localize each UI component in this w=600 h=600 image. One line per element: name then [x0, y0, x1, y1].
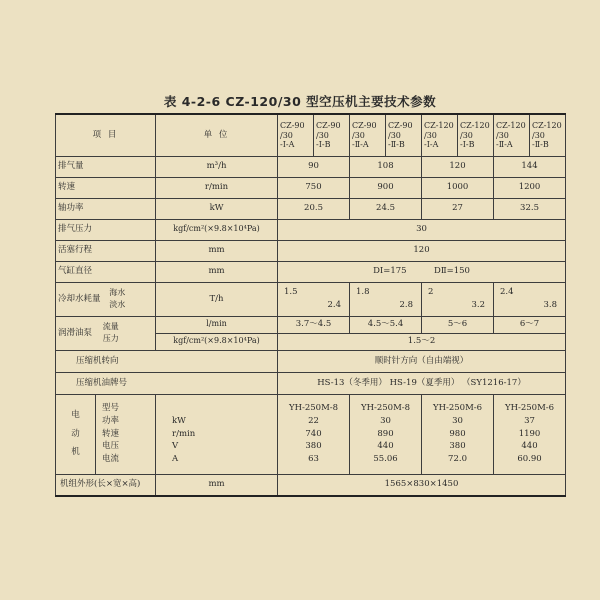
cooling-fresh-2: 2.8	[399, 300, 414, 310]
cell-displacement-3: 120	[422, 156, 494, 177]
cell-lube-pressure: 1.5～2	[278, 333, 566, 350]
cell-displacement-2: 108	[350, 156, 422, 177]
cell-displacement-4: 144	[494, 156, 566, 177]
motor-label-cell	[56, 394, 96, 474]
header-model-1: CZ-90 /30 -Ⅰ-A	[278, 114, 314, 156]
row-unit-speed: r/min	[156, 177, 278, 198]
cooling-sea-3: 2	[428, 287, 434, 298]
row-unit-lube-pressure: kgf/cm²(×9.8×10⁴Pa)	[156, 333, 278, 350]
row-unit-piston-stroke: mm	[156, 240, 278, 261]
row-unit-cylinder-diameter: mm	[156, 261, 278, 282]
motor-model-1: YH-250M-8	[288, 403, 339, 414]
table-row	[56, 219, 566, 240]
header-item: 项 目	[56, 114, 156, 156]
motor-sub-power: 功率	[102, 415, 120, 426]
motor-current-3: 72.0	[448, 454, 467, 465]
motor-sub-current: 电流	[102, 454, 120, 465]
motor-power-4: 37	[524, 415, 535, 426]
cooling-fresh-1: 2.4	[327, 300, 342, 310]
table-row	[56, 474, 566, 496]
cell-speed-4: 1200	[494, 177, 566, 198]
table-row	[56, 372, 566, 394]
row-unit-dimensions: mm	[156, 474, 278, 496]
motor-sub-speed: 转速	[102, 428, 120, 439]
cell-cooling-water-2	[350, 282, 422, 316]
table-row	[56, 177, 566, 198]
header-model-7: CZ-120 /30 -Ⅱ-A	[494, 114, 530, 156]
motor-model-2: YH-250M-8	[360, 403, 411, 414]
motor-speed-2: 890	[377, 428, 394, 439]
motor-unit-model	[172, 402, 275, 415]
cell-lube-flow-1: 3.7～4.5	[278, 316, 350, 333]
cell-rotation: 顺时针方向（自由端视）	[278, 350, 566, 372]
motor-speed-3: 980	[449, 428, 466, 439]
motor-model-4: YH-250M-6	[504, 403, 555, 414]
row-unit-displacement: m³/h	[156, 156, 278, 177]
spec-table	[55, 113, 566, 497]
cooling-sea-1: 1.5	[284, 287, 298, 298]
motor-unit-current: A	[172, 454, 179, 465]
cylinder-diameter-stage-2: DⅡ=150	[434, 266, 470, 277]
table-row	[56, 240, 566, 261]
motor-voltage-3: 380	[449, 441, 466, 452]
row-unit-shaft-power: kW	[156, 198, 278, 219]
cell-shaft-power-3: 27	[422, 198, 494, 219]
motor-current-1: 63	[308, 454, 319, 465]
row-label-speed: 转速	[56, 177, 156, 198]
cell-lube-flow-3: 5～6	[422, 316, 494, 333]
row-label-dimensions: 机组外形(长×宽×高)	[56, 474, 156, 496]
motor-sub-cell	[96, 394, 156, 474]
motor-label-1: 电	[71, 409, 80, 420]
motor-unit-voltage: V	[172, 441, 179, 452]
cooling-sub-sea: 海水	[109, 288, 126, 298]
cooling-fresh-3: 3.2	[471, 300, 486, 310]
row-unit-cooling-water: T/h	[156, 282, 278, 316]
row-label-displacement: 排气量	[56, 156, 156, 177]
table-row	[56, 156, 566, 177]
row-label-piston-stroke: 活塞行程	[56, 240, 156, 261]
cell-speed-1: 750	[278, 177, 350, 198]
table-title: 表 4-2-6 CZ-120/30 型空压机主要技术参数	[163, 94, 437, 109]
motor-unit-speed: r/min	[172, 428, 196, 439]
cell-motor-3	[422, 394, 494, 474]
cell-motor-1	[278, 394, 350, 474]
motor-unit-power: kW	[172, 415, 186, 426]
row-label-lube-pump: 润滑油泵	[58, 328, 93, 339]
motor-speed-1: 740	[305, 428, 322, 439]
lube-sub-flow: 流量	[102, 322, 119, 332]
row-label-discharge-pressure: 排气压力	[56, 219, 156, 240]
cell-piston-stroke: 120	[278, 240, 566, 261]
header-model-2: CZ-90 /30 -Ⅰ-B	[314, 114, 350, 156]
table-row	[56, 261, 566, 282]
cell-discharge-pressure: 30	[278, 219, 566, 240]
row-label-cylinder-diameter: 气缸直径	[56, 261, 156, 282]
table-row	[56, 282, 566, 316]
row-label-oil-grade: 压缩机油牌号	[56, 372, 278, 394]
header-model-6: CZ-120 /30 -Ⅰ-B	[458, 114, 494, 156]
cell-speed-3: 1000	[422, 177, 494, 198]
row-label-rotation: 压缩机转向	[56, 350, 278, 372]
row-label-shaft-power: 轴功率	[56, 198, 156, 219]
cell-displacement-1: 90	[278, 156, 350, 177]
header-row	[56, 114, 566, 156]
lube-sub-pressure: 压力	[102, 334, 119, 343]
motor-current-4: 60.90	[517, 454, 542, 465]
cell-shaft-power-1: 20.5	[278, 198, 350, 219]
cooling-fresh-4: 3.8	[543, 300, 558, 310]
row-unit-lube-flow: l/min	[156, 316, 278, 333]
cell-motor-4	[494, 394, 566, 474]
header-model-8: CZ-120 /30 -Ⅱ-B	[530, 114, 566, 156]
cooling-sub-fresh: 淡水	[109, 300, 126, 309]
motor-voltage-4: 440	[521, 441, 538, 452]
cell-motor-2	[350, 394, 422, 474]
motor-speed-4: 1190	[518, 428, 541, 439]
motor-voltage-2: 440	[377, 441, 394, 452]
cell-cooling-water-1	[278, 282, 350, 316]
cell-cooling-water-3	[422, 282, 494, 316]
cylinder-diameter-stage-1: DⅠ=175	[373, 266, 407, 277]
cooling-sea-2: 1.8	[356, 287, 370, 298]
cooling-water-cell	[56, 282, 156, 316]
cell-lube-flow-4: 6～7	[494, 316, 566, 333]
cell-shaft-power-4: 32.5	[494, 198, 566, 219]
table-row	[56, 316, 566, 333]
motor-model-3: YH-250M-6	[432, 403, 483, 414]
cooling-sea-4: 2.4	[500, 287, 514, 298]
row-label-cooling-water: 冷却水耗量	[58, 294, 101, 305]
motor-power-2: 30	[380, 415, 391, 426]
motor-label-2: 动	[71, 428, 80, 439]
motor-unit-cell	[156, 394, 278, 474]
header-unit: 单 位	[156, 114, 278, 156]
motor-power-3: 30	[452, 415, 463, 426]
cell-lube-flow-2: 4.5～5.4	[350, 316, 422, 333]
header-model-4: CZ-90 /30 -Ⅱ-B	[386, 114, 422, 156]
table-row	[56, 198, 566, 219]
cell-shaft-power-2: 24.5	[350, 198, 422, 219]
lube-pump-cell	[56, 316, 156, 350]
row-unit-discharge-pressure: kgf/cm²(×9.8×10⁴Pa)	[156, 219, 278, 240]
cell-dimensions: 1565×830×1450	[278, 474, 566, 496]
cell-cooling-water-4	[494, 282, 566, 316]
motor-power-1: 22	[308, 415, 319, 426]
table-row	[56, 350, 566, 372]
motor-sub-voltage: 电压	[102, 441, 120, 452]
cell-speed-2: 900	[350, 177, 422, 198]
motor-label-3: 机	[71, 447, 80, 458]
header-model-3: CZ-90 /30 -Ⅱ-A	[350, 114, 386, 156]
cell-oil-grade: HS-13（冬季用） HS-19（夏季用） （SY1216-17）	[278, 372, 566, 394]
motor-current-2: 55.06	[373, 454, 398, 465]
motor-sub-model: 型号	[102, 403, 120, 414]
cell-cylinder-diameter	[278, 261, 566, 282]
header-model-5: CZ-120 /30 -Ⅰ-A	[422, 114, 458, 156]
table-row	[56, 394, 566, 474]
motor-voltage-1: 380	[305, 441, 322, 452]
